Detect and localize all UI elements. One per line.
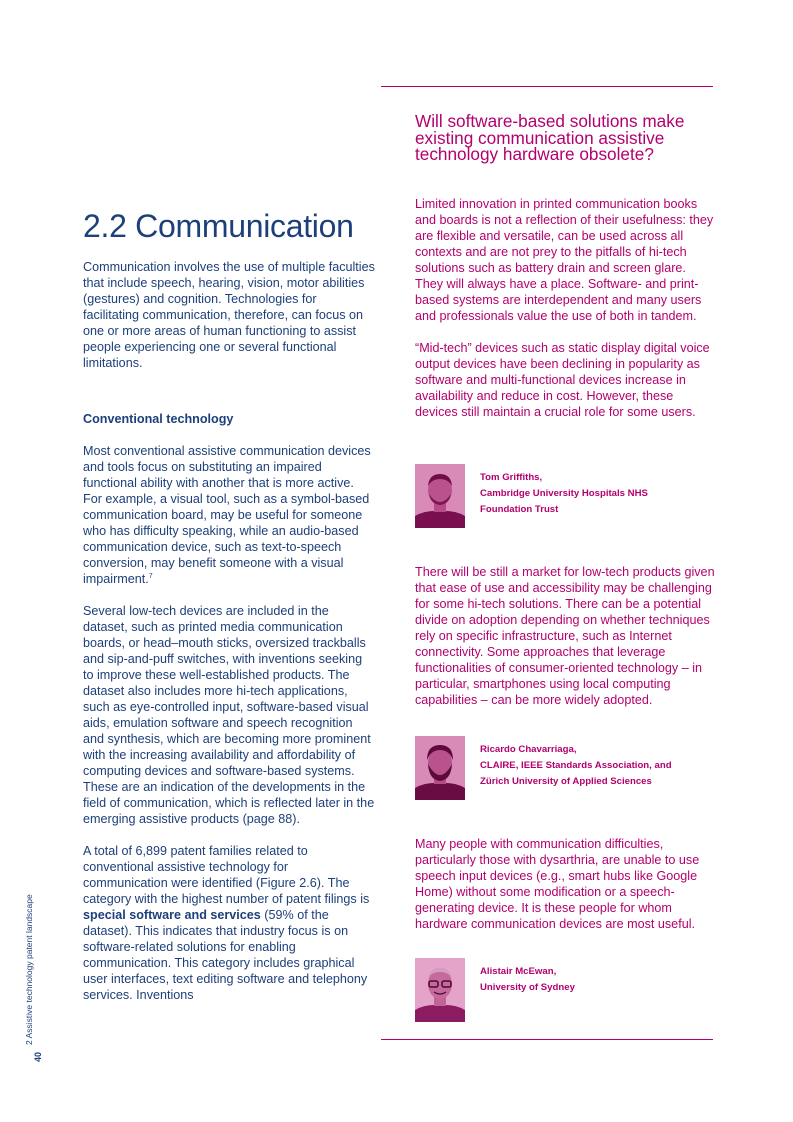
attribution-text: Tom Griffiths, Cambridge University Hospitals NHS Foundation Trust	[480, 472, 648, 515]
sidebar-top-rule	[381, 86, 713, 87]
body-paragraph-2: Several low-tech devices are included in the dataset, such as printed media communication boards, or head–mouth sticks, oversized trackballs and sip-and-puff switches, with inventions seeking to improve these well-established products. The dataset also includes more hi-tech applications, such as eye-controlled input, software-based visual aids, emulation software and speech recognition and synthesis, which are becoming more prominent with the increasing availability and affordability of computing devices and software-based systems. These are an indication of the developments in the field of communication, which is reflected later in the emerging assistive products (page 88).	[83, 604, 375, 826]
sidebar-para-block-1	[415, 196, 715, 420]
body-paragraph-1: Most conventional assistive communication devices and tools focus on substituting an impaired functional ability with another that is more active. For example, a visual tool, such as a symbol-based communication board, may be useful for someone who has difficulty speaking, while an audio-based communication device, such as text-to-speech conversion, may benefit someone with a visual impairment.$^7$	[83, 444, 371, 586]
intro-paragraph: Communication involves the use of multiple faculties that include speech, hearing, vision, motor abilities (gestures) and cognition. Technologies for facilitating communication, therefore, can focus on one or more areas of human functioning to assist people experiencing one or several functional limitations.	[83, 260, 375, 370]
sidebar-paragraph-4: Many people with communication difficulties, particularly those with dysarthria, are unable to use speech input devices (e.g., smart hubs like Google Home) without some modification or a speech-generating device. It is these people for whom hardware communication devices are most useful.	[415, 837, 700, 931]
quote-attribution-3	[415, 958, 715, 1024]
footnote-ref[interactable]: 7	[148, 572, 153, 580]
portrait-photo	[415, 464, 465, 528]
quote-attribution-2	[415, 736, 715, 802]
sidebar-heading: Will software-based solutions make existing communication assistive technology hardware obsolete?	[415, 111, 685, 164]
subheading: Conventional technology	[83, 412, 234, 426]
sidebar-paragraph-2: “Mid-tech” devices such as static display digital voice output devices have been declining in popularity as software and multi-functional devices increase in availability and reduce in cost. However, these devices still maintain a crucial role for some users.	[415, 341, 710, 419]
sidebar-paragraph-3: There will be still a market for low-tech products given that ease of use and accessibility may be challenging for some hi-tech solutions. There can be a potential divide on adoption depending on whether techniques rely on specific infrastructure, such as Internet connectivity. Some approaches that leverage functionalities of consumer-oriented technology – in particular, smartphones using local computing capabilities – can be more widely adopted.	[415, 565, 715, 707]
body-paragraph-3: A total of 6,899 patent families related to conventional assistive technology for communication were identified (Figure 2.6). The category with the highest number of patent filings is special software and services (59% of the dataset). This indicates that industry focus is on software-related solutions for enabling communication. This category includes graphical user interfaces, text editing software and telephony services. Inventions	[83, 844, 370, 1002]
sidebar-bottom-rule	[381, 1039, 713, 1040]
sidebar-para-block-3	[415, 836, 715, 932]
quote-attribution-1	[415, 464, 715, 530]
chapter-side-label: 2 Assistive technology patent landscape	[24, 894, 34, 1045]
page-number: 40	[33, 1051, 43, 1062]
page-title: 2.2 Communication	[83, 208, 354, 244]
portrait-photo	[415, 736, 465, 800]
main-body	[83, 259, 375, 1003]
highlight-text: special software and services	[83, 908, 261, 922]
sidebar-paragraph-1: Limited innovation in printed communication books and boards is not a reflection of their usefulness: they are flexible and versatile, can be used across all contexts and are not prey to the pitfalls of hi-tech solutions such as battery drain and screen glare. They will always have a place. Software- and print-based systems are interdependent and many users and professionals value the use of both in tandem.	[415, 197, 714, 323]
sidebar-para-block-2	[415, 564, 715, 708]
attribution-text: Alistair McEwan, University of Sydney	[480, 966, 575, 993]
attribution-text: Ricardo Chavarriaga, CLAIRE, IEEE Standards Association, and Zürich University of Applied Sciences	[480, 744, 672, 787]
portrait-photo	[415, 958, 465, 1022]
